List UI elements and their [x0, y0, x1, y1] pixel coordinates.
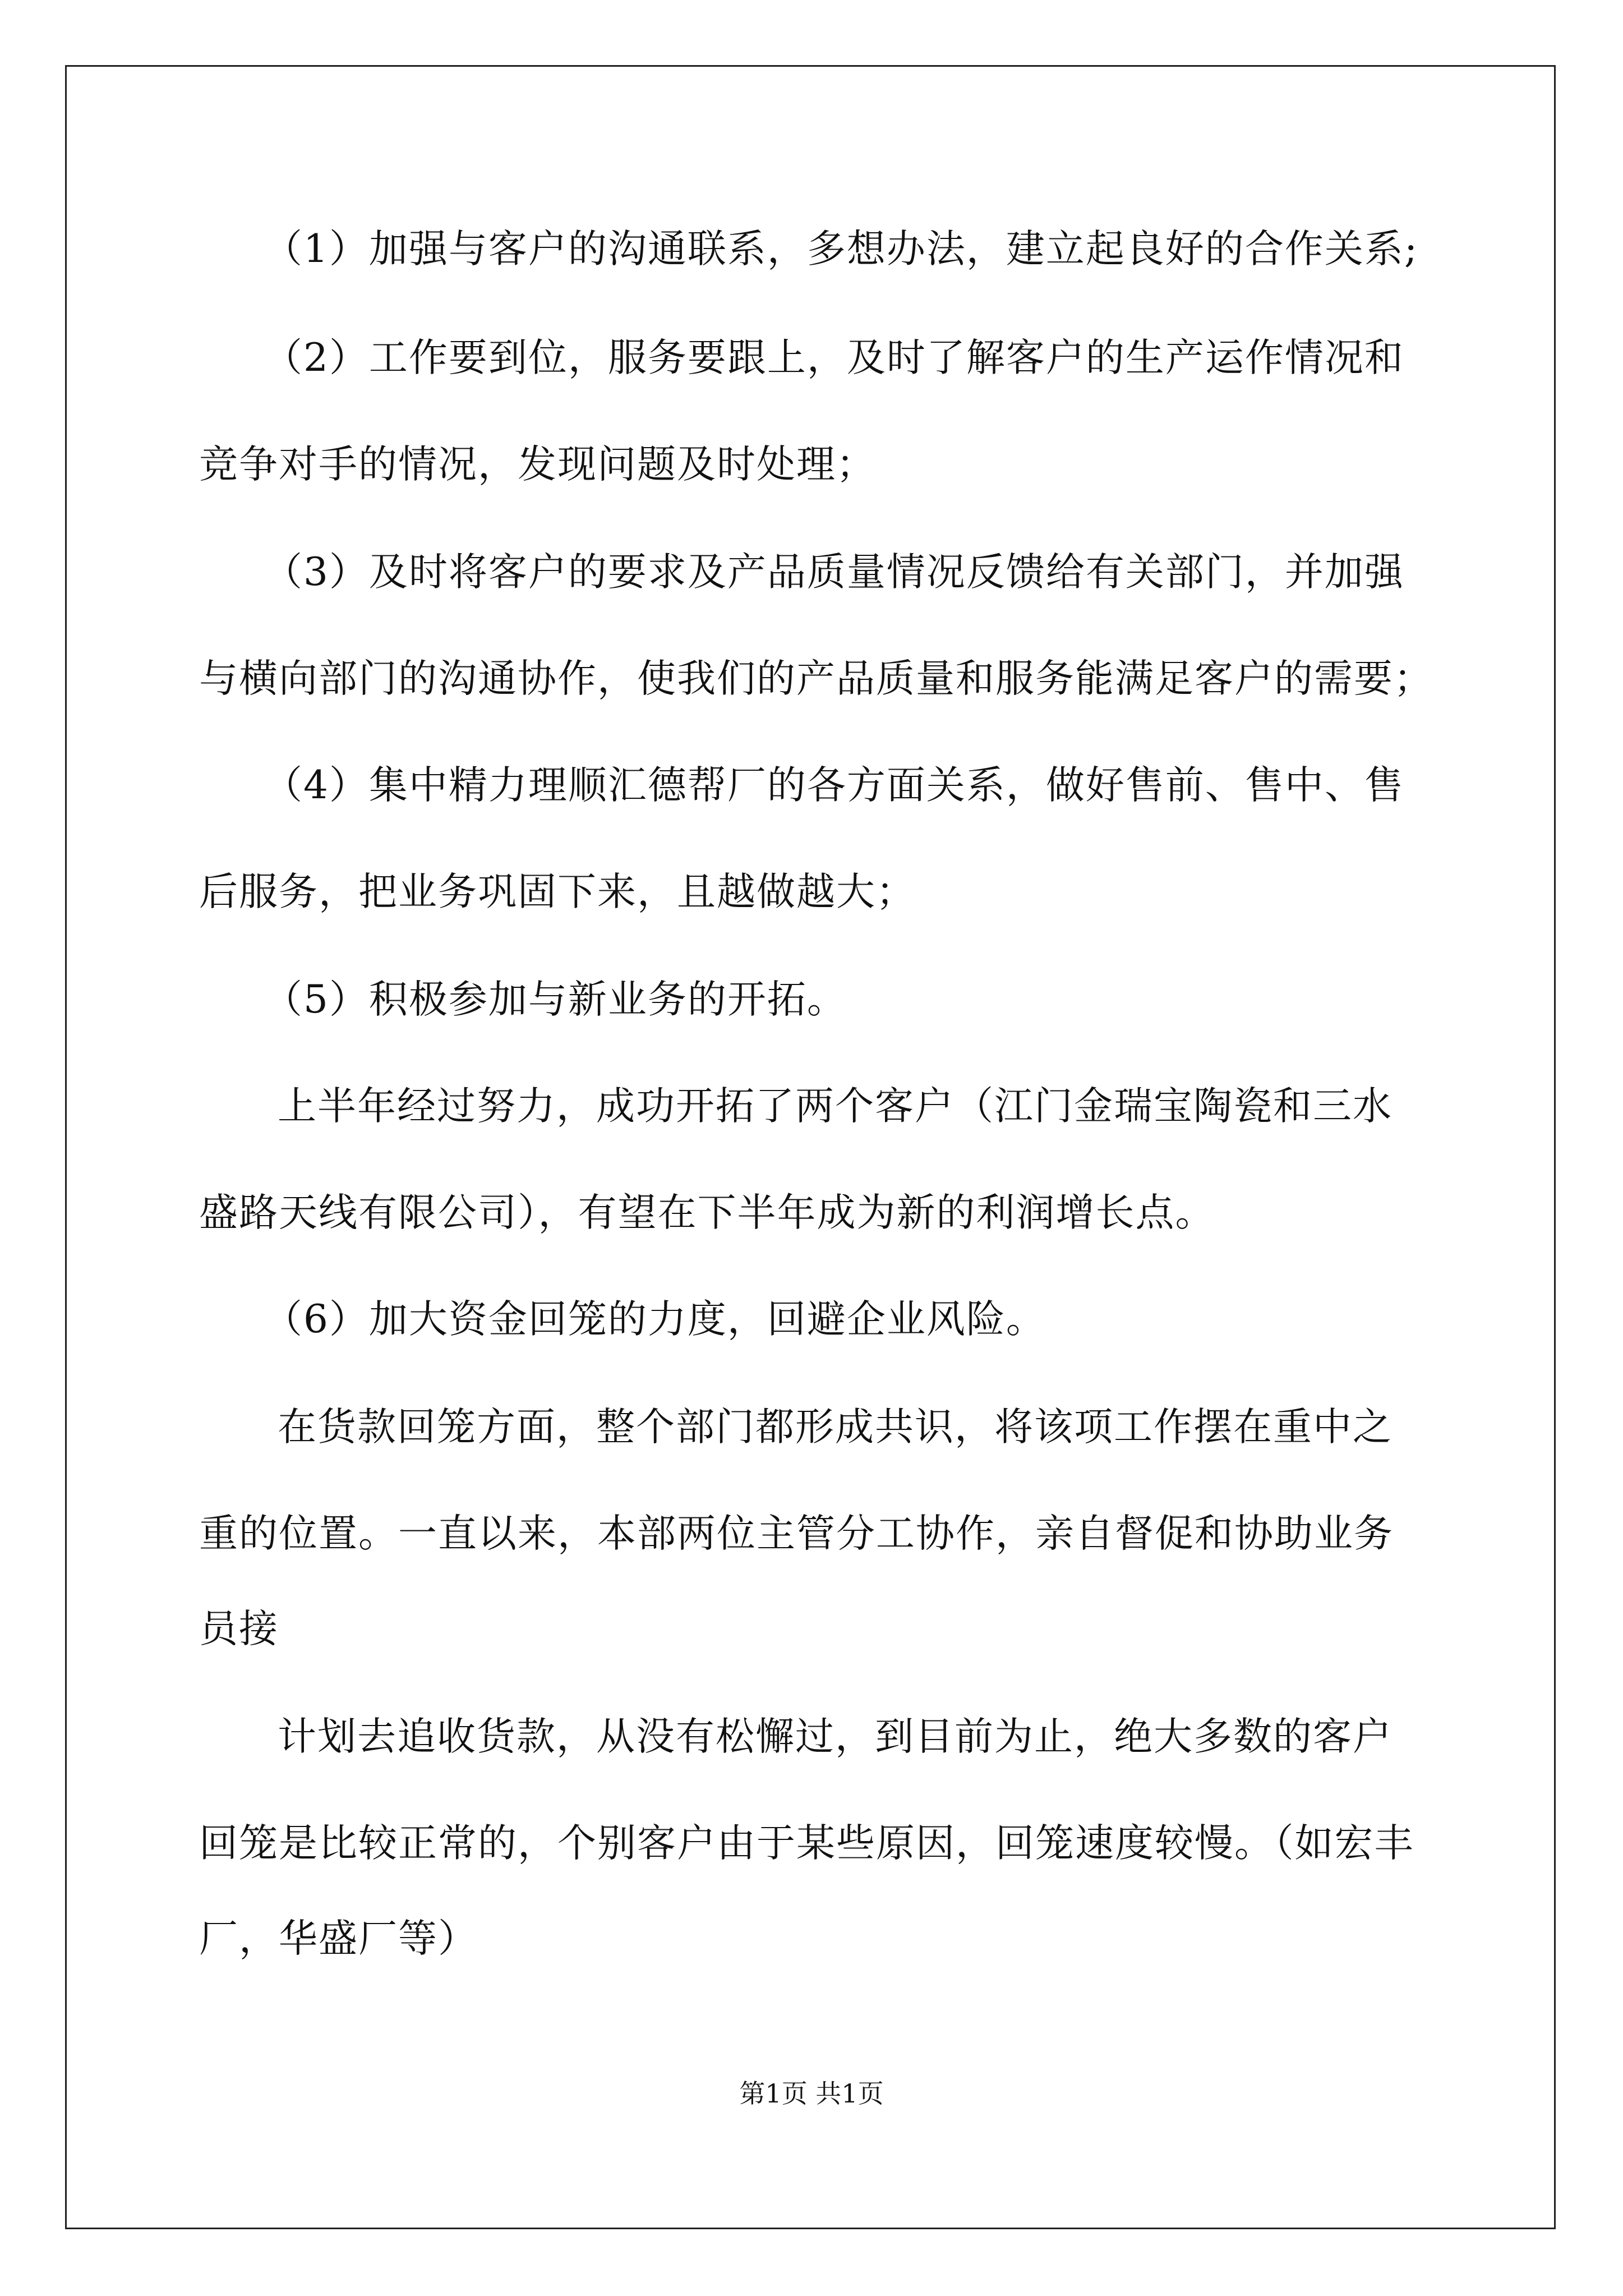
page-number-footer: 第1页 共1页	[739, 2078, 884, 2109]
paragraph-9-line-3: 厂，华盛厂等）	[199, 1916, 478, 1961]
paragraph-1-line-1: （1）加强与客户的沟通联系，多想办法，建立起良好的合作关系;	[264, 227, 1419, 272]
paragraph-8-line-2: 重的位置。一直以来，本部两位主管分工协作，亲自督促和协助业务	[199, 1511, 1394, 1556]
paragraph-9-line-2: 回笼是比较正常的，个别客户由于某些原因，回笼速度较慢。（如宏丰	[199, 1821, 1414, 1866]
paragraph-9-line-1: 计划去追收货款，从没有松懈过，到目前为止，绝大多数的客户	[278, 1714, 1393, 1759]
paragraph-4-line-2: 后服务，把业务巩固下来，且越做越大；	[199, 869, 916, 914]
paragraph-3-line-1: （3）及时将客户的要求及产品质量情况反馈给有关部门，并加强	[264, 550, 1404, 595]
paragraph-5-line-1: （5）积极参加与新业务的开拓。	[264, 977, 847, 1022]
paragraph-6-line-2: 盛路天线有限公司），有望在下半年成为新的利润增长点。	[199, 1190, 1215, 1235]
paragraph-2-line-2: 竞争对手的情况，发现问题及时处理；	[199, 442, 876, 487]
paragraph-8-line-3: 员接	[199, 1607, 279, 1651]
paragraph-2-line-1: （2）工作要到位，服务要跟上，及时了解客户的生产运作情况和	[264, 335, 1404, 380]
paragraph-8-line-1: 在货款回笼方面，整个部门都形成共识，将该项工作摆在重中之	[278, 1405, 1393, 1450]
paragraph-4-line-1: （4）集中精力理顺汇德帮厂的各方面关系，做好售前、售中、售	[264, 763, 1404, 808]
paragraph-3-line-2: 与横向部门的沟通协作，使我们的产品质量和服务能满足客户的需要；	[199, 656, 1433, 701]
page-border	[65, 65, 1556, 2229]
paragraph-7-line-1: （6）加大资金回笼的力度，回避企业风险。	[264, 1297, 1046, 1342]
paragraph-6-line-1: 上半年经过努力，成功开拓了两个客户（江门金瑞宝陶瓷和三水	[278, 1084, 1393, 1129]
